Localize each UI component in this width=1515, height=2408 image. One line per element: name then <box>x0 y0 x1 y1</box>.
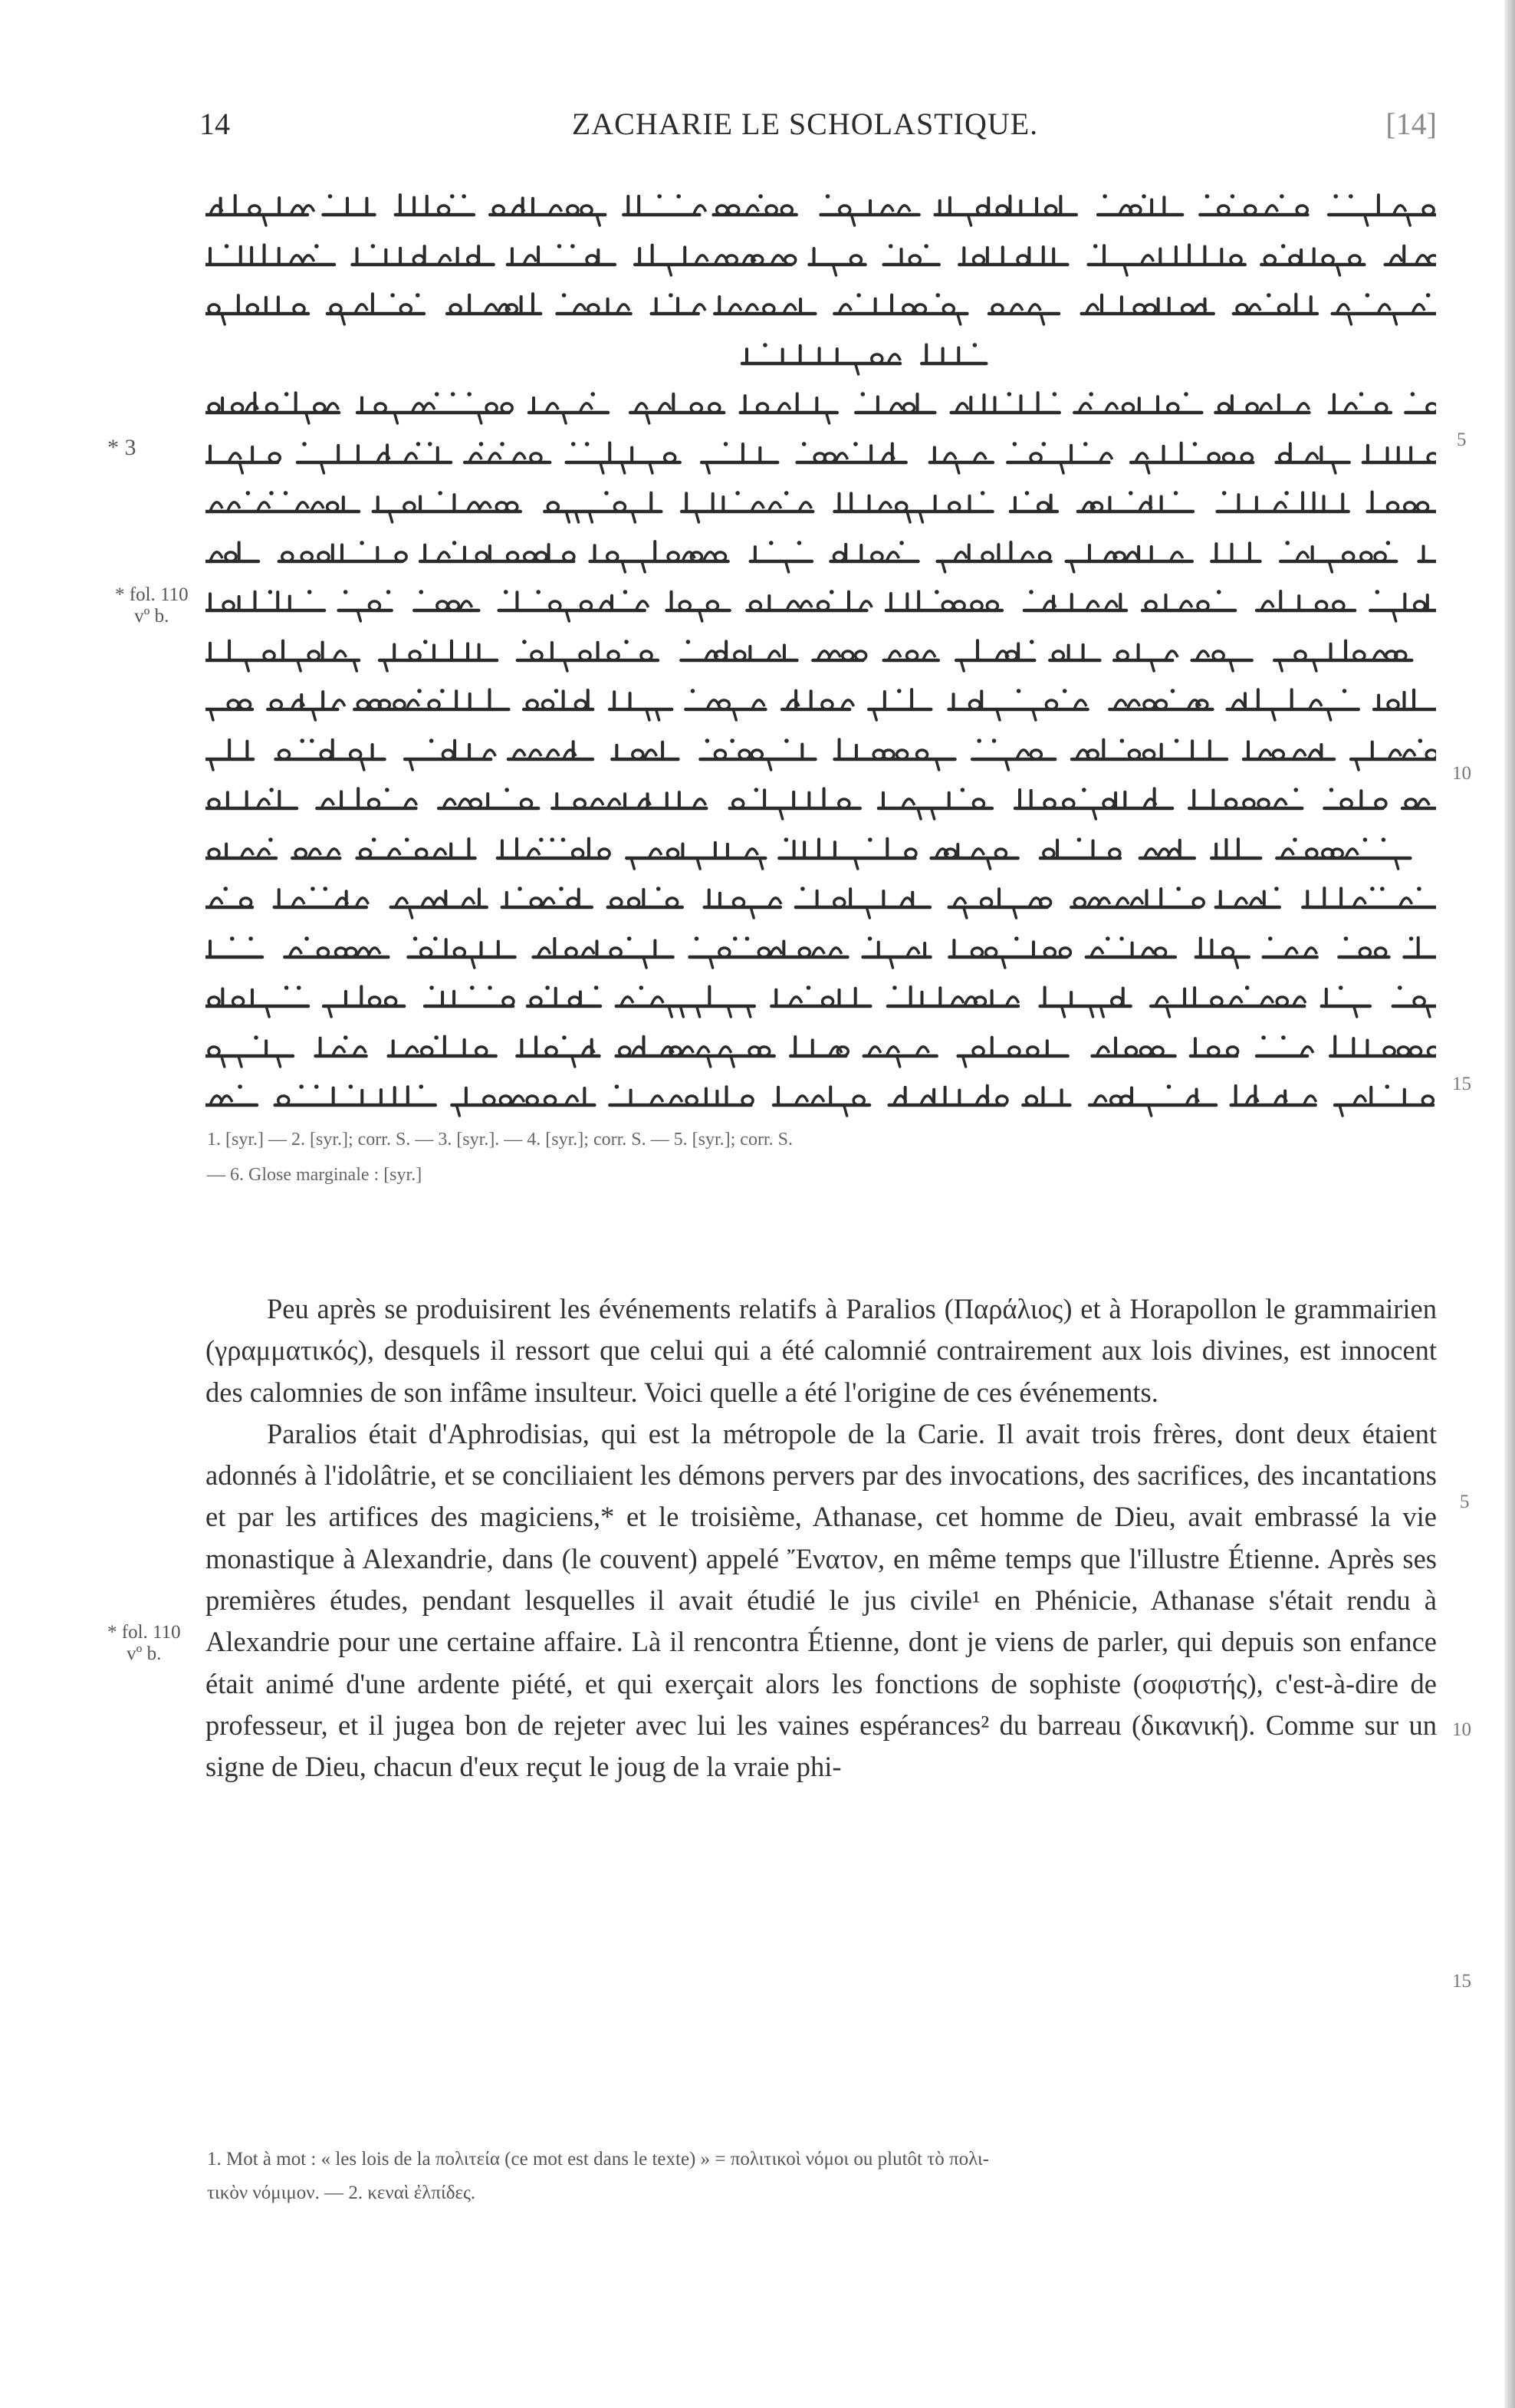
french-translation <box>205 1288 1437 1788</box>
syriac-line <box>205 827 1436 873</box>
syriac-margin-mark-fol <box>115 584 189 627</box>
syriac-line-number-15: 15 <box>1452 1074 1471 1094</box>
syriac-line <box>205 975 1436 1021</box>
syriac-line <box>205 333 1436 379</box>
syriac-line <box>205 1074 1436 1120</box>
syriac-line-number-5: 5 <box>1457 429 1467 450</box>
syriac-apparatus-line-1: 1. [syr.] — 2. [syr.]; corr. S. — 3. [syr.]. — 4. [syr.]; corr. S. — 5. [syr.]; corr. S. <box>207 1130 793 1150</box>
syriac-line <box>205 432 1436 478</box>
syriac-fol-label: * fol. 110 <box>115 584 189 605</box>
syriac-line <box>205 926 1436 972</box>
french-paragraph-1: Peu après se produisirent les événements relatifs à Paralios (Παράλιος) et à Horapollon le grammairien (γραμματικός), desquels il ressort que celui qui a été calomnié contrairement aux lois divines, est innocent des calomnies de son infâme insulteur. Voici quelle a été l'origine de ces événements. <box>205 1293 1437 1408</box>
french-footnotes <box>207 2143 1434 2210</box>
syriac-apparatus <box>207 1122 1434 1192</box>
syriac-line <box>205 877 1436 923</box>
running-title: ZACHARIE LE SCHOLASTIQUE. <box>571 107 1039 141</box>
bracket-page-ref: [14] <box>1385 107 1437 141</box>
french-fol-sub: vº b. <box>127 1643 162 1664</box>
french-footnote-line-1: 1. Mot à mot : « les lois de la πολιτεία (ce mot est dans le texte) » = πολιτικοὶ νόμοι ou plutôt τὸ πολι- <box>207 2149 989 2170</box>
page-number: 14 <box>199 107 230 141</box>
page-edge-shadow <box>1504 0 1515 2408</box>
syriac-line <box>205 481 1436 527</box>
syriac-fol-sub: vº b. <box>134 606 169 627</box>
french-line-number-5: 5 <box>1460 1492 1470 1512</box>
syriac-line <box>205 234 1436 280</box>
syriac-apparatus-line-2 <box>207 1157 1434 1192</box>
syriac-line <box>205 778 1436 824</box>
french-line-number-15: 15 <box>1452 1971 1471 1992</box>
syriac-line <box>205 1025 1436 1071</box>
french-footnote-line-2: τικὸν νόμιμον. — 2. κεναὶ ἐλπίδες. <box>207 2183 476 2203</box>
french-fol-label: * fol. 110 <box>107 1622 181 1643</box>
french-margin-mark-fol <box>107 1622 181 1665</box>
syriac-line-number-10: 10 <box>1452 763 1471 784</box>
syriac-line <box>205 729 1436 775</box>
syriac-text-block <box>205 184 1436 1124</box>
french-line-number-10: 10 <box>1452 1719 1471 1740</box>
syriac-gloss-prefix: — 6. Glose marginale : <box>207 1165 380 1185</box>
syriac-line <box>205 531 1436 577</box>
syriac-line <box>205 184 1436 230</box>
syriac-line <box>205 283 1436 329</box>
running-header <box>176 98 1437 144</box>
french-paragraph-2: Paralios était d'Aphrodisias, qui est la métropole de la Carie. Il avait trois frères, dont deux étaient adonnés à l'idolâtrie, et se conciliaient les démons pervers par des invocations, des sacrifices, des incantations et par les artifices des magiciens,* et le troisième, Athanase, cet homme de Dieu, avait embrassé la vie monastique à Alexandrie, dans (le couvent) appelé Ἔνατον, en même temps que l'illustre Étienne. Après ses premières études, pendant lesquelles il avait étudié le jus civile¹ en Phénicie, Athanase s'était rendu à Alexandrie pour une certaine affaire. Là il rencontra Étienne, dont je viens de parler, qui depuis son enfance était animé d'une ardente piété, et qui exerçait alors les fonctions de sophiste (σοφιστής), c'est-à-dire de professeur, et il jugea bon de rejeter avec lui les vaines espérances² du barreau (δικανική). Comme sur un signe de Dieu, chacun d'eux reçut le joug de la vraie phi- <box>205 1417 1437 1783</box>
syriac-line <box>205 382 1436 428</box>
syriac-margin-mark-3: * 3 <box>107 435 136 460</box>
syriac-line <box>205 630 1436 676</box>
syriac-line <box>205 679 1436 725</box>
syriac-line <box>205 580 1436 626</box>
syriac-gloss-suffix: [syr.] <box>383 1165 422 1185</box>
